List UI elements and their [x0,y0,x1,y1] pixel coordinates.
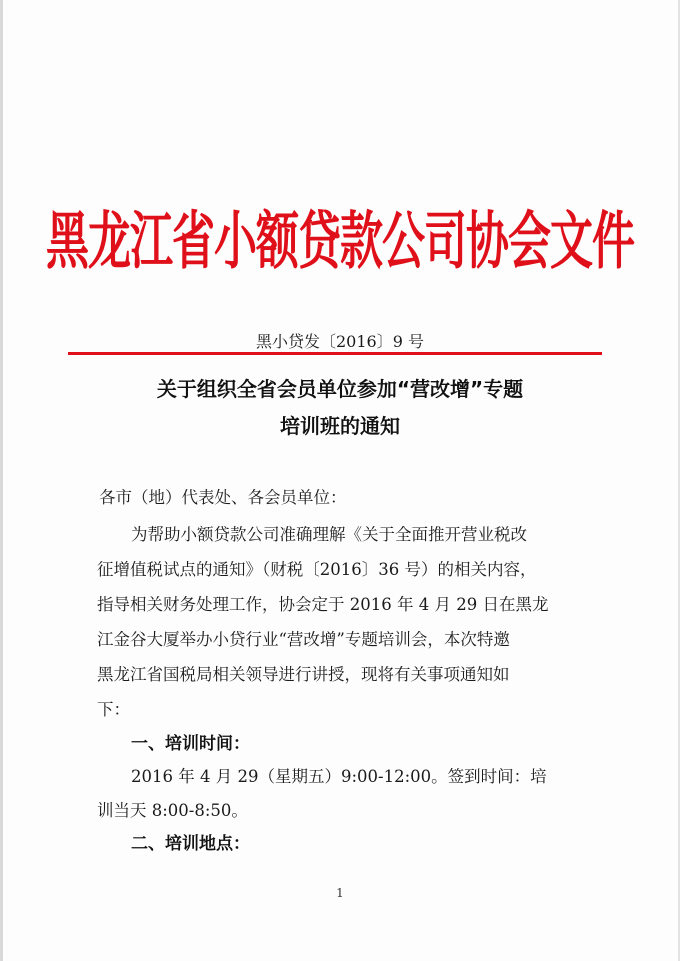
scan-left-edge [0,0,3,961]
section2-heading: 二、培训地点： [131,834,250,854]
paragraph1-line5: 黑龙江省国税局相关领导进行讲授，现将有关事项通知如 [97,665,510,684]
paragraph1-line4: 江金谷大厦举办小贷行业“营改增”专题培训会，本次特邀 [97,630,510,649]
paragraph1-line6: 下： [97,700,130,719]
header-red-rule [68,352,602,355]
organization-header-title: 黑龙江省小额贷款公司协会文件 [46,206,634,279]
document-number: 黑小贷发〔2016〕9 号 [256,332,424,351]
paragraph1-line3: 指导相关财务处理工作，协会定于 2016 年 4 月 29 日在黑龙 [97,595,549,614]
salutation: 各市（地）代表处、各会员单位： [99,488,347,507]
notice-title-line2: 培训班的通知 [280,414,400,438]
notice-title-line1: 关于组织全省会员单位参加“营改增”专题 [156,377,524,401]
section1-line2: 训当天 8:00-8:50。 [97,801,248,820]
paragraph1-line2: 征增值税试点的通知》（财税〔2016〕36 号）的相关内容， [97,560,537,579]
section1-line1: 2016 年 4 月 29（星期五）9:00-12:00。签到时间：培 [131,767,547,786]
section1-heading: 一、培训时间： [131,734,250,754]
page-number: 1 [336,886,344,900]
paragraph1-line1: 为帮助小额贷款公司准确理解《关于全面推开营业税改 [131,525,527,544]
